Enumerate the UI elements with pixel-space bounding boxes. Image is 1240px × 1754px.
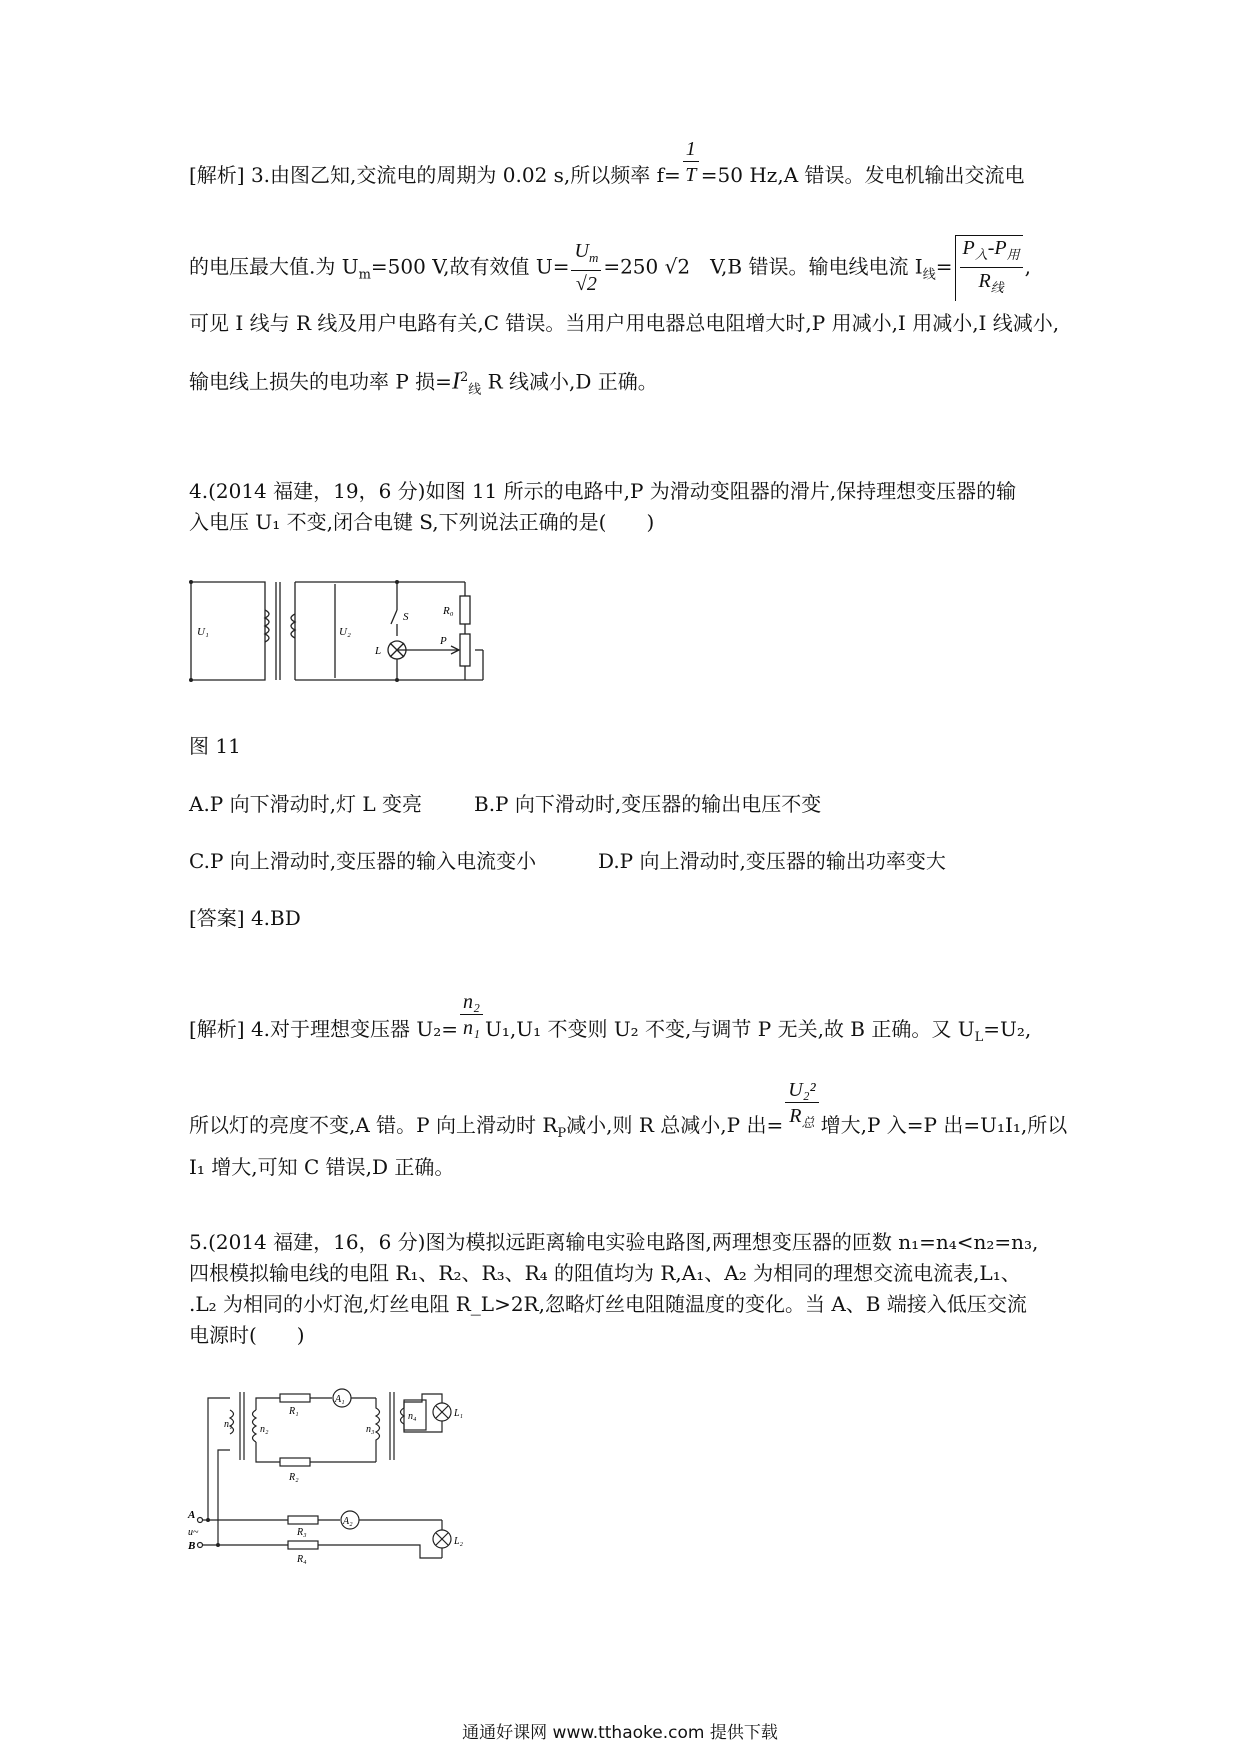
label-u1: U₁ xyxy=(197,626,209,638)
label-n3: n₃ xyxy=(366,1424,375,1435)
question-5-line-4: 电源时( ) xyxy=(189,1323,305,1347)
analysis-4-line-1: [解析] 4.对于理想变压器 U₂= $\frac{\text{n₂}}{\text{n₁}}$ U₁,U₁ 不变则 U₂ 不变,与调节 P 无关,故 B 正确。又 $U_L=U_2$, xyxy=(189,991,1032,1045)
label-r0: R₀ xyxy=(443,605,454,617)
label-s: S xyxy=(403,611,409,623)
analysis-3-line-3: 可见 I 线与 R 线及用户电路有关,C 错误。当用户用电器总电阻增大时,P 用减小,I 用减小,I 线减小, xyxy=(189,311,1060,335)
question-5-line-1: 5.(2014 福建，16，6 分)图为模拟远距离输电实验电路图,两理想变压器的匝数 n₁=n₄<n₂=n₃, xyxy=(189,1230,1039,1254)
effective-voltage-fraction: $\frac{U_m}{√2}$ xyxy=(571,239,601,297)
question-5-line-2: 四根模拟输电线的电阻 R₁、R₂、R₃、R₄ 的阻值均为 R,A₁、A₂ 为相同的理想交流电流表,L₁、 xyxy=(189,1261,1021,1285)
label-source-u: u~ xyxy=(188,1527,199,1538)
label-l: L xyxy=(375,645,382,657)
label-r4: R₄ xyxy=(297,1554,307,1565)
label-terminal-a: A xyxy=(188,1509,196,1521)
label-l2: L₂ xyxy=(454,1536,464,1547)
option-a: A.P 向下滑动时,灯 L 变亮 xyxy=(189,792,422,816)
question-4-line-2: 入电压 U₁ 不变,闭合电键 S,下列说法正确的是( ) xyxy=(189,510,655,534)
label-a1: A₁ xyxy=(335,1394,345,1405)
label-r1: R₁ xyxy=(289,1406,299,1417)
label-p: P xyxy=(440,635,447,647)
label-n4: n₄ xyxy=(408,1411,417,1422)
option-b: B.P 向下滑动时,变压器的输出电压不变 xyxy=(474,792,822,816)
analysis-3-line-2: 的电压最大值.为 $U_m=500$ V,故有效值 U= $\frac{U_m}{√2}$ =250 √2 V,B 错误。输电线电流 $I_线=$ $\frac{P_入-P_用}{R_线}$ , xyxy=(189,235,1069,301)
page-footer: 通通好课网 www.tthaoke.com 提供下载 xyxy=(462,1723,778,1743)
analysis-3-line-4: 输电线上损失的电功率 P 损$=I^2_线$ R 线减小,D 正确。 xyxy=(189,368,658,398)
label-r3: R₃ xyxy=(297,1527,307,1538)
label-u2: U₂ xyxy=(339,626,351,638)
analysis-4-line-3: I₁ 增大,可知 C 错误,D 正确。 xyxy=(189,1155,455,1179)
analysis-3-line-1: [解析] 3.由图乙知,交流电的周期为 0.02 s,所以频率 f= $\frac{1}{T}$ =50 Hz,A 错误。发电机输出交流电 xyxy=(189,138,1025,187)
question-5-circuit xyxy=(190,1382,520,1570)
question-5-line-3: .L₂ 为相同的小灯泡,灯丝电阻 R_L>2R,忽略灯丝电阻随温度的变化。当 A、B 端接入低压交流 xyxy=(189,1292,1027,1316)
frequency-fraction: $\frac{1}{T}$ xyxy=(683,137,699,188)
output-power-fraction: $\frac{\text{U₂²}}{R_总}$ xyxy=(785,1078,818,1136)
analysis-4-line-2: 所以灯的亮度不变,A 错。P 向上滑动时 $R_P$减小,则 R 总减小,P 出= $\frac{\text{U₂²}}{R_总}$ 增大,P 入=P 出=U₁I₁,所以 xyxy=(189,1078,1068,1141)
question-4-line-1: 4.(2014 福建，19，6 分)如图 11 所示的电路中,P 为滑动变阻器的滑片,保持理想变压器的输 xyxy=(189,479,1017,503)
label-r2: R₂ xyxy=(289,1472,299,1483)
label-terminal-b: B xyxy=(188,1540,196,1552)
figure-11-caption: 图 11 xyxy=(189,734,241,758)
answer-4: [答案] 4.BD xyxy=(189,906,301,930)
line-current-sqrt-fraction: $\frac{P_入-P_用}{R_线}$ xyxy=(955,235,1023,301)
option-d: D.P 向上滑动时,变压器的输出功率变大 xyxy=(598,849,946,873)
label-l1: L₁ xyxy=(454,1408,464,1419)
option-c: C.P 向上滑动时,变压器的输入电流变小 xyxy=(189,849,537,873)
turns-ratio-fraction: $\frac{\text{n₂}}{\text{n₁}}$ xyxy=(460,990,483,1041)
label-n1: n₁ xyxy=(224,1419,233,1430)
figure-11-circuit xyxy=(185,572,495,687)
label-n2: n₂ xyxy=(260,1424,269,1435)
label-a2: A₂ xyxy=(343,1516,353,1527)
